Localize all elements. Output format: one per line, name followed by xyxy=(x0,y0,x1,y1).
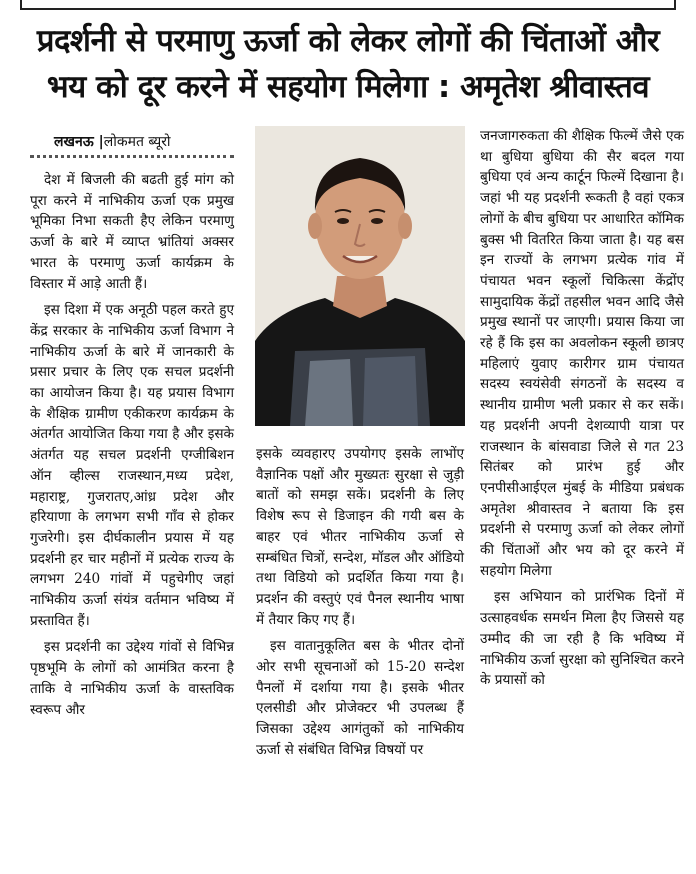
paragraph: इस प्रदर्शनी का उद्देश्य गांवों से विभिन्न पृष्ठभूमि के लोगों को आमंत्रित करना है ताकि वे नाभिकीय ऊर्जा के वास्तविक स्वरूप और xyxy=(30,639,234,718)
portrait-photo-image xyxy=(255,126,465,426)
paragraph: देश में बिजली की बढती हुई मांग को पूरा करने में नाभिकीय ऊर्जा एक प्रमुख भूमिका निभा सकती हैए लेकिन परमाणु ऊर्जा के बारे में व्याप्त भ्रांतियां अक्सर भारत के परमाणु ऊर्जा कार्यक्रम के विस्तार में आड़े आती हैं। xyxy=(30,172,234,292)
dateline-place: लखनऊ xyxy=(54,134,94,150)
dateline-source: लोकमत ब्यूरो xyxy=(103,134,171,150)
article-column-1 xyxy=(30,170,234,726)
top-border-rule xyxy=(20,0,676,10)
headline: प्रदर्शनी से परमाणु ऊर्जा को लेकर लोगों की चिंताओं और भय को दूर करने में सहयोग मिलेगा : अमृतेश श्रीवास्तव xyxy=(36,23,660,105)
article-column-3 xyxy=(480,126,684,697)
paragraph: इस वातानुकूलित बस के भीतर दोनों ओर सभी सूचनाओं को 15-20 सन्देश पैनलों में दर्शाया गया है। इसके भीतर एलसीडी और प्रोजेक्टर भी उपलब्ध हैं जिसका उद्देश्य आगंतुकों को नाभिकीय ऊर्जा से संबंधित विभिन्न विषयों पर xyxy=(256,638,464,758)
paragraph: इस दिशा में एक अनूठी पहल करते हुए केंद्र सरकार के नाभिकीय ऊर्जा विभाग ने नाभिकीय ऊर्जा के बारे में जानकारी के प्रसार प्रचार के लिए एक सचल प्रदर्शनी का आयोजन किया है। यह प्रयास विभाग के शैक्षिक ग्रामीण एकीकरण कार्यक्रम के अंतर्गत आयोजित किया गया है और इसके अंतर्गत यह सचल प्रदर्शनी एग्जीबिशन ऑन व्हील्स राजस्थान,मध्य प्रदेश, महाराष्ट्र, गुजरातए,आंध्र प्रदेश और हरियाणा के लगभग सभी गाँव से होकर गुजरेगी। इस दीर्घकालीन प्रयास में यह प्रदर्शनी हर चार महीनों में प्रत्येक राज्य के लगभग 240 गांवों में पहुचेगीए जहां नाभिकीय ऊर्जा संयंत्र वर्तमान भविष्य में प्रस्तावित हैं। xyxy=(30,302,234,629)
paragraph: जनजागरुकता की शैक्षिक फिल्में जैसे एक था बुधिया बुधिया की सैर बदल गया बुधिया एवं अन्य कार्टून फिल्में दिखाना है। जहां भी यह प्रदर्शनी रूकती है वहां एकत्र लोगों के बीच बुधिया पर आधारित कॉमिक बुक्स भी वितरित किया जाता है। यह बस इन राज्यों के लगभग प्रत्येक गांव में पंचायत भवन स्कूलों चिकित्सा केंद्रोंए सामुदायिक केंद्रों तहसील भवन आदि जैसे प्रमुख स्थानों पर जाएगी। प्रयास किया जा रहे हैं कि इस का अवलोकन स्कूली छात्रए महिलाएं युवाए कारीगर ग्राम पंचायत सदस्य स्वयंसेवी संगठनों के सदस्य व स्थानीय ग्रामीण भली प्रकार से कर सकें। यह प्रदर्शनी अपनी देशव्यापी यात्रा पर राजस्थान के बांसवाडा जिले से गत 23 सितंबर को प्रारंभ हुई और एनपीसीआईएल मुंबई के मीडिया प्रबंधक अमृतेश श्रीवास्तव ने बताया कि इस प्रदर्शनी से परमाणु ऊर्जा को लेकर लोगों की चिंताओं और भय को दूर करने में सहयोग मिलेगा xyxy=(480,128,684,579)
paragraph: इसके व्यवहारए उपयोगए इसके लाभोंए वैज्ञानिक पक्षों और मुख्यतः सुरक्षा से जुड़ी बातों को समझ सकें। प्रदर्शनी के लिए विशेष रूप से डिजाइन की गयी बस के बाहर एवं भीतर नाभिकीय ऊर्जा से सम्बंधित चित्रों, सन्देश, मॉडल और ऑडियो तथा विडियो को प्रदर्शित किया गया है। प्रदर्शन की वस्तुएं एवं पैनल स्थानीय भाषा में तैयार किए गए हैं। xyxy=(256,446,464,628)
dateline-separator: | xyxy=(93,134,104,150)
portrait-photo xyxy=(255,126,465,426)
article-column-2 xyxy=(256,444,464,767)
paragraph: इस अभियान को प्रारंभिक दिनों में उत्साहवर्धक समर्थन मिला हैए जिससे यह उम्मीद की जा रही है कि भविष्य में नाभिकीय ऊर्जा सुरक्षा को सुनिश्चित करने के प्रयासों को xyxy=(480,589,684,689)
dateline xyxy=(54,132,171,151)
dateline-rule xyxy=(30,155,234,158)
